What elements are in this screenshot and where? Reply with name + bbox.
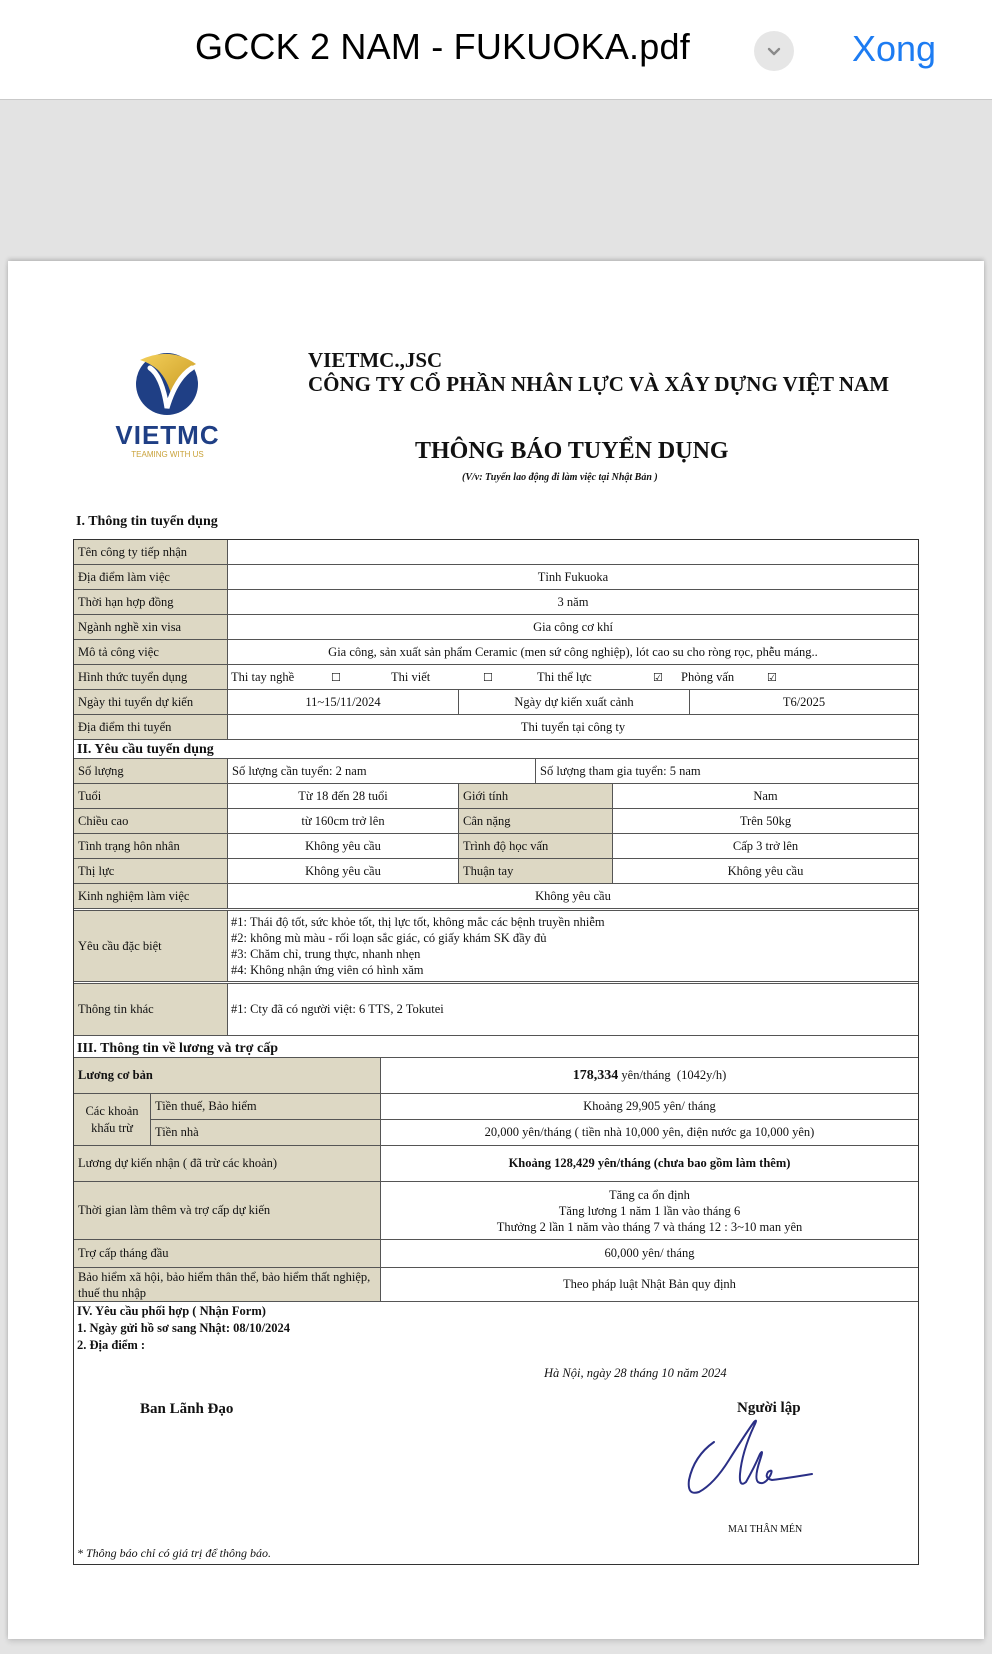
overtime-line: Thưởng 2 lần 1 năm vào tháng 7 và tháng 12 : 3~10 man yên [496,1219,803,1234]
table-row [74,615,918,640]
company-label: Tên công ty tiếp nhận [74,540,228,564]
overtime-label: Thời gian làm thêm và trợ cấp dự kiến [74,1182,381,1239]
option-label: Thi thể lực [537,669,592,684]
housing-label: Tiền nhà [151,1120,381,1145]
education-label: Trình độ học vấn [459,834,613,858]
table-row [74,884,918,911]
special-item: #2: không mù màu - rối loạn sắc giác, có giấy khám SK đầy đủ [231,931,547,945]
insurance-label: Bảo hiểm xã hội, bảo hiểm thân thể, bảo hiểm thất nghiệp, thuế thu nhập [74,1268,381,1301]
special-item: #3: Chăm chỉ, trung thực, nhanh nhẹn [231,947,421,961]
company-value [228,540,918,564]
table-row [74,1146,918,1182]
deductions-group [151,1094,918,1145]
exam-place-label: Địa điểm thi tuyển [74,715,228,739]
visa-value: Gia công cơ khí [533,619,613,634]
done-button[interactable]: Xong [852,28,937,69]
gender-label: Giới tính [459,784,613,808]
table-row [74,690,918,715]
table-row [74,784,918,809]
preparer-title: Người lập [737,1400,801,1416]
option-label: Thi tay nghề [231,669,295,684]
first-month-label: Trợ cấp tháng đầu [74,1240,381,1267]
insurance-value: Theo pháp luật Nhật Bản quy định [563,1277,736,1291]
section-2-heading: II. Yêu cầu tuyển dụng [77,742,214,757]
departure-value: T6/2025 [782,694,826,709]
location-label: Địa điểm làm việc [74,565,228,589]
table-row [74,715,918,740]
table-row [74,665,918,690]
checkbox-unchecked-icon[interactable]: ☐ [331,670,341,684]
overtime-line: Tăng ca ổn định [609,1187,690,1202]
viewer-toolbar [0,0,992,100]
section-heading-row [74,740,918,759]
experience-value: Không yêu cầu [535,888,611,903]
title-menu-button[interactable] [754,31,794,71]
section-4-heading: IV. Yêu cầu phối hợp ( Nhận Form) [77,1304,266,1318]
housing-value: 20,000 yên/tháng ( tiền nhà 10,000 yên, điện nước ga 10,000 yên) [484,1124,815,1139]
table-row [74,1240,918,1268]
other-value: #1: Cty đã có người việt: 6 TTS, 2 Tokutei [231,1002,444,1016]
hand-value: Không yêu cầu [727,863,804,878]
signer-name: MAI THÂN MÉN [728,1524,803,1535]
net-salary-value: Khoảng 128,429 yên/tháng (chưa bao gồm làm thêm) [508,1156,791,1170]
footnote: * Thông báo chỉ có giá trị để thông báo. [77,1546,271,1560]
logo-emblem-icon [100,350,235,420]
leadership-title: Ban Lãnh Đạo [140,1401,234,1417]
company-short-name: VIETMC.,JSC [308,348,443,372]
weight-label: Cân nặng [459,809,613,833]
base-salary-label: Lương cơ bản [74,1058,381,1093]
height-value: từ 160cm trở lên [228,809,459,833]
special-item: #1: Thái độ tốt, sức khỏe tốt, thị lực tốt, không mắc các bệnh truyền nhiễm [231,915,605,929]
table-row [151,1094,918,1120]
departure-label: Ngày dự kiến xuất cảnh [459,690,690,714]
table-row [74,984,918,1036]
job-label: Mô tả công việc [74,640,228,664]
exam-place-value: Thi tuyển tại công ty [520,719,626,734]
table-row [74,911,918,984]
gender-value: Nam [753,788,778,803]
option-label: Phỏng vấn [681,669,735,684]
checkbox-unchecked-icon[interactable]: ☐ [483,670,493,684]
table-row [74,640,918,665]
recruitment-table [73,539,919,1565]
logo-tagline: TEAMING WITH US [131,450,204,459]
age-label: Tuổi [74,784,228,808]
quantity-need: Số lượng cần tuyển: 2 nam [228,759,536,783]
table-row [74,1094,918,1146]
option-label: Thi viết [391,669,431,684]
exam-date-value: 11~15/11/2024 [228,690,459,714]
section-heading-row [74,1036,918,1058]
special-item: #4: Không nhận ứng viên có hình xăm [231,963,424,977]
overtime-line: Tăng lương 1 năm 1 lần vào tháng 6 [558,1203,741,1218]
contract-value: 3 năm [557,594,589,609]
section-3-heading: III. Thông tin về lương và trợ cấp [77,1041,279,1056]
table-row [74,1058,918,1094]
file-title[interactable]: GCCK 2 NAM - FUKUOKA.pdf [195,26,690,67]
quantity-label: Số lượng [74,759,228,783]
table-row [74,859,918,884]
send-date-line: 1. Ngày gửi hồ sơ sang Nhật: 08/10/2024 [77,1321,291,1335]
handwritten-signature [684,1416,824,1502]
company-logo [100,350,235,460]
chevron-down-icon [765,42,783,60]
marital-label: Tình trạng hôn nhân [74,834,228,858]
experience-label: Kinh nghiệm làm việc [74,884,228,908]
section-4-and-signatures [74,1302,918,1564]
table-row [74,1268,918,1302]
checkbox-checked-icon[interactable]: ☑ [767,670,777,684]
table-row [151,1120,918,1145]
education-value: Cấp 3 trở lên [732,838,799,853]
document-title: THÔNG BÁO TUYỂN DỤNG [415,438,729,464]
net-salary-label: Lương dự kiến nhận ( đã trừ các khoản) [74,1146,381,1181]
visa-label: Ngành nghề xin visa [74,615,228,639]
base-salary-value [381,1058,918,1093]
table-row [74,590,918,615]
base-salary-amount: 178,334 [572,1067,619,1083]
deductions-label: Các khoản khấu trừ [74,1094,151,1145]
place-line: 2. Địa điểm : [77,1338,146,1352]
table-row [74,809,918,834]
logo-wordmark: VIETMC [115,420,220,450]
other-label: Thông tin khác [74,984,228,1035]
company-full-name: CÔNG TY CỔ PHẦN NHÂN LỰC VÀ XÂY DỰNG VIỆT NAM [308,372,890,396]
form-label: Hình thức tuyển dụng [74,665,228,689]
table-row [74,1182,918,1240]
quantity-join: Số lượng tham gia tuyển: 5 nam [540,763,701,778]
vision-value: Không yêu cầu [228,859,459,883]
first-month-value: 60,000 yên/ tháng [604,1246,695,1260]
base-salary-unit: yên/tháng (1042y/h) [618,1068,727,1082]
weight-value: Trên 50kg [739,813,792,828]
vision-label: Thị lực [74,859,228,883]
table-row [74,540,918,565]
date-line: Hà Nội, ngày 28 tháng 10 năm 2024 [544,1366,727,1380]
table-row [74,834,918,859]
special-list [228,911,918,981]
special-label: Yêu cầu đặc biệt [74,911,228,981]
exam-date-label: Ngày thi tuyển dự kiến [74,690,228,714]
hand-label: Thuận tay [459,859,613,883]
overtime-value [381,1182,918,1239]
tax-label: Tiền thuế, Bảo hiểm [151,1094,381,1119]
form-options [228,665,918,689]
table-row [74,759,918,784]
table-row [74,565,918,590]
checkbox-checked-icon[interactable]: ☑ [653,670,663,684]
tax-value: Khoảng 29,905 yên/ tháng [583,1098,716,1113]
location-value: Tỉnh Fukuoka [537,569,609,584]
job-value: Gia công, sản xuất sản phẩm Ceramic (men sứ công nghiệp), lót cao su cho ròng rọc, phễu máng.. [328,644,818,659]
height-label: Chiều cao [74,809,228,833]
marital-value: Không yêu cầu [228,834,459,858]
section-1-heading: I. Thông tin tuyển dụng [76,514,218,529]
document-subtitle: (V/v: Tuyển lao động đi làm việc tại Nhật Bản ) [462,472,658,483]
age-value: Từ 18 đến 28 tuổi [228,784,459,808]
contract-label: Thời hạn hợp đồng [74,590,228,614]
